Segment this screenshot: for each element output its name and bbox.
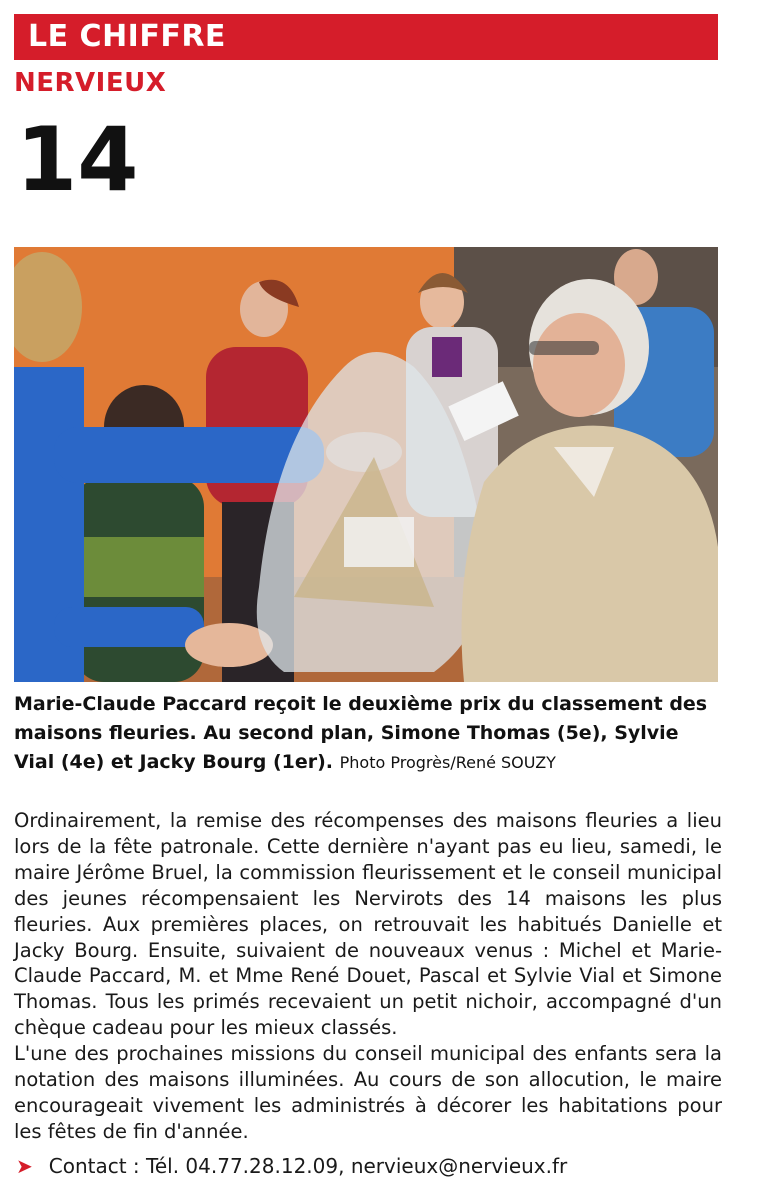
contact-text[interactable]: Contact : Tél. 04.77.28.12.09, nervieux@nervieux.fr	[48, 1154, 568, 1178]
photo-credit: Photo Progrès/René SOUZY	[339, 753, 556, 772]
arrow-icon: ➤	[16, 1154, 33, 1178]
paragraph-2: L'une des prochaines missions du conseil municipal des enfants sera la notation des maisons illuminées. Au cours de son allocution, le maire encourageait vivement les administrés à décorer les habitations pour les fêtes de fin d'année.	[14, 1042, 722, 1143]
headline-number: 14	[16, 108, 139, 211]
contact-line	[16, 1154, 567, 1178]
town-name: NERVIEUX	[14, 68, 167, 98]
article-body	[14, 808, 722, 1145]
rubric-banner: LE CHIFFRE	[14, 14, 718, 60]
caption-text: Marie-Claude Paccard reçoit le deuxième prix du classement des maisons fleuries. Au second plan, Simone Thomas (5e), Sylvie Vial (4e) et Jacky Bourg (1er).	[14, 693, 708, 773]
photo-caption	[14, 690, 722, 777]
paragraph-1: Ordinairement, la remise des récompenses des maisons fleuries a lieu lors de la fête patronale. Cette dernière n'ayant pas eu lieu, samedi, le maire Jérôme Bruel, la commission fleurissement et le conseil municipal des jeunes récompensaient les Nervirots des 14 maisons les plus fleuries. Aux premières places, on retrouvait les habitués Danielle et Jacky Bourg. Ensuite, suivaient de nouveaux venus : Michel et Marie-Claude Paccard, M. et Mme René Douet, Pascal et Sylvie Vial et Simone Thomas. Tous les primés recevaient un petit nichoir, accompagné d'un chèque cadeau pour les mieux classés.	[14, 809, 722, 1040]
article-photo	[14, 247, 718, 682]
